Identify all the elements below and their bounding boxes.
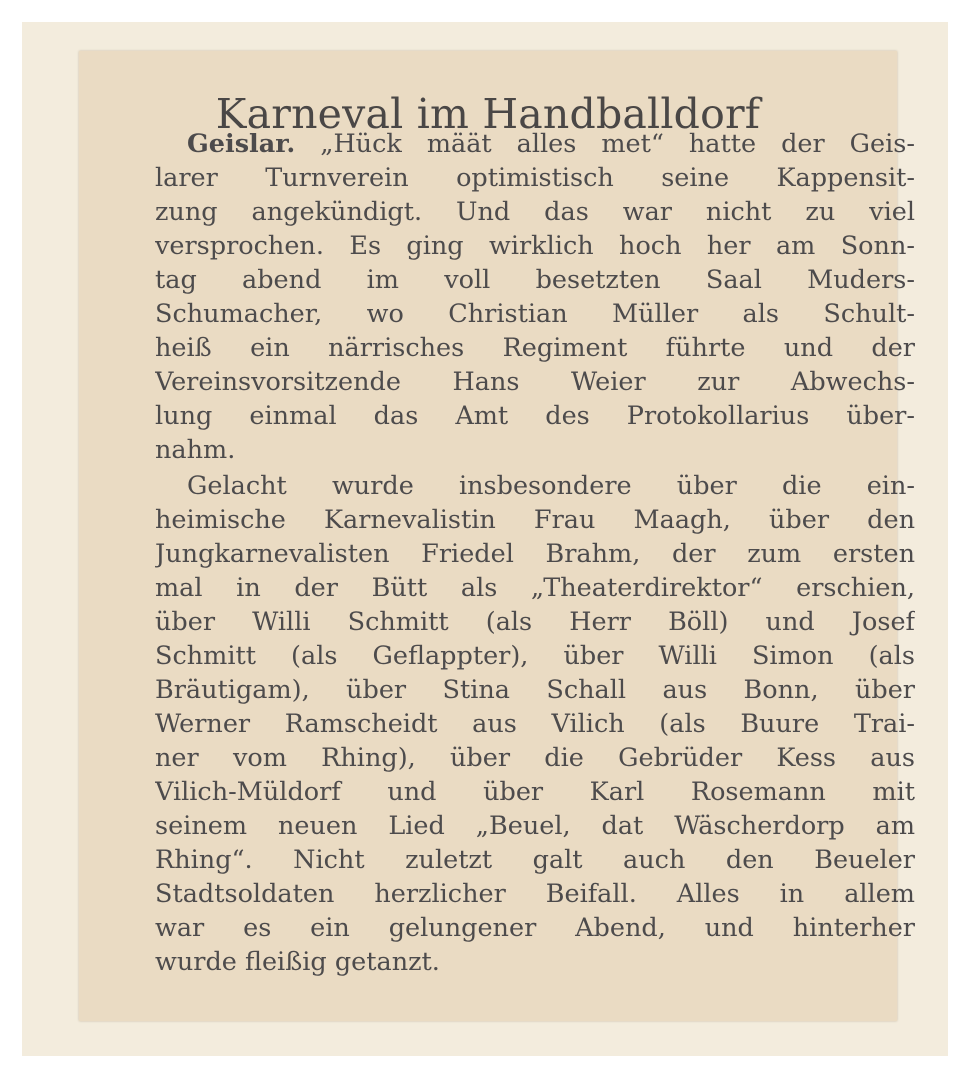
newspaper-clipping xyxy=(79,51,915,1021)
headline: Karneval im Handballdorf xyxy=(215,90,761,138)
paragraph-line: Werner Ramscheidt aus Vilich (als Buure Trai- xyxy=(155,709,915,739)
paragraph-line: Gelacht wurde insbesondere über die ein- xyxy=(187,471,915,501)
paragraph-line: heimische Karnevalistin Frau Maagh, über den xyxy=(155,505,915,535)
paragraph-line: Jungkarnevalisten Friedel Brahm, der zum ersten xyxy=(155,539,915,569)
paragraph-line xyxy=(187,129,915,159)
paragraph-line: seinem neuen Lied „Beuel, dat Wäscherdorp am xyxy=(155,811,915,841)
paragraph-line: Stadtsoldaten herzlicher Beifall. Alles in allem xyxy=(155,879,915,909)
paragraph-line: heiß ein närrisches Regiment führte und der xyxy=(155,333,915,363)
scanned-page xyxy=(22,22,948,1056)
paragraph-line: über Willi Schmitt (als Herr Böll) und Josef xyxy=(155,607,915,637)
paragraph-line: versprochen. Es ging wirklich hoch her am Sonn- xyxy=(155,231,915,261)
paragraph-line: wurde fleißig getanzt. xyxy=(155,947,440,977)
paragraph-line: war es ein gelungener Abend, und hinterher xyxy=(155,913,915,943)
paragraph-line: nahm. xyxy=(155,435,236,465)
paragraph-line: mal in der Bütt als „Theaterdirektor“ erschien, xyxy=(155,573,915,603)
paragraph-line: lung einmal das Amt des Protokollarius über- xyxy=(155,401,915,431)
paragraph-line: tag abend im voll besetzten Saal Muders- xyxy=(155,265,915,295)
paragraph-line: larer Turnverein optimistisch seine Kappensit- xyxy=(155,163,915,193)
paragraph-line: Vilich-Müldorf und über Karl Rosemann mit xyxy=(155,777,915,807)
paragraph-line: ner vom Rhing), über die Gebrüder Kess aus xyxy=(155,743,915,773)
dateline: Geislar. xyxy=(187,129,296,159)
paragraph-line: Schumacher, wo Christian Müller als Schult- xyxy=(155,299,915,329)
paragraph-line: Vereinsvorsitzende Hans Weier zur Abwechs- xyxy=(155,367,915,397)
line-text: „Hück määt alles met“ hatte der Geis- xyxy=(320,129,915,159)
paragraph-line: zung angekündigt. Und das war nicht zu viel xyxy=(155,197,915,227)
paragraph-line: Rhing“. Nicht zuletzt galt auch den Beueler xyxy=(155,845,915,875)
paragraph-line: Schmitt (als Geflappter), über Willi Simon (als xyxy=(155,641,915,671)
paragraph-line: Bräutigam), über Stina Schall aus Bonn, über xyxy=(155,675,915,705)
